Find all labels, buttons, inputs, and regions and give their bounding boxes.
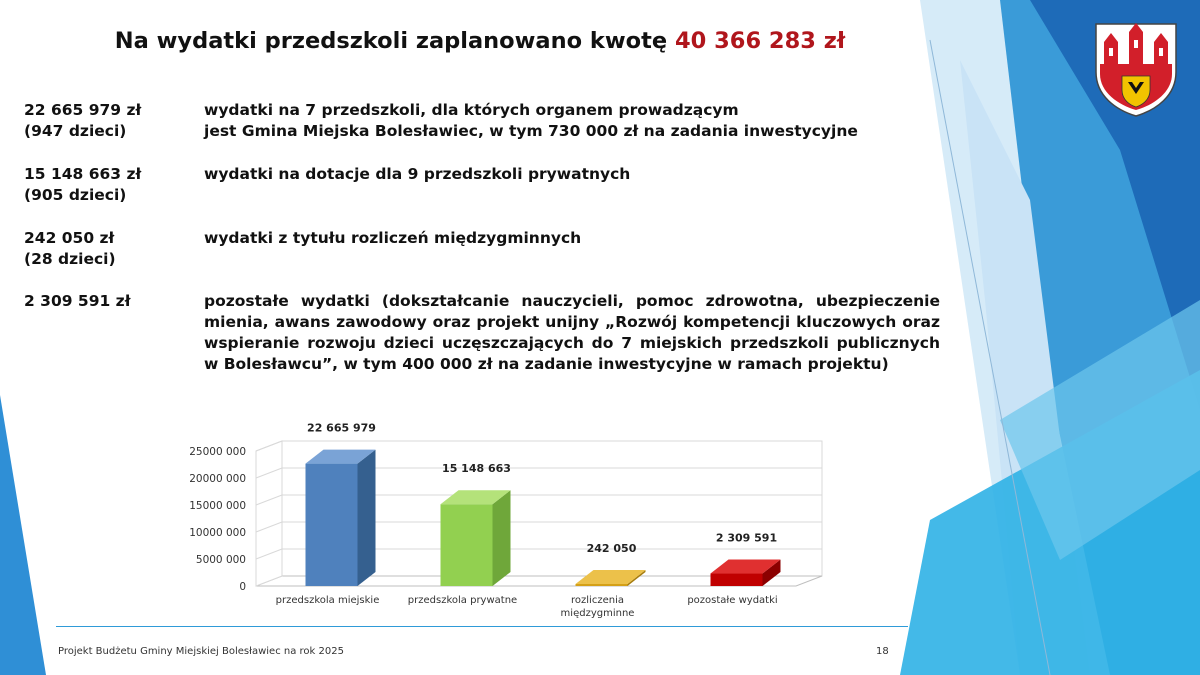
item-description — [204, 228, 940, 249]
item-children: (28 dzieci) — [24, 250, 116, 268]
bar — [441, 504, 493, 586]
page-number: 18 — [876, 646, 889, 657]
item-amount-block — [24, 228, 199, 270]
bar — [711, 574, 763, 586]
item-amount: 15 148 663 zł — [24, 165, 142, 183]
item-description-line: wydatki na dotacje dla 9 przedszkoli prywatnych — [204, 165, 631, 183]
left-corner-facet — [0, 395, 46, 675]
x-category-label: międzygminne — [560, 608, 635, 619]
item-description-line: wydatki na 7 przedszkoli, dla których organem prowadzącym — [204, 101, 739, 119]
item-children: (905 dzieci) — [24, 186, 127, 204]
title-amount: 40 366 283 zł — [674, 28, 846, 54]
item-description-line: jest Gmina Miejska Bolesławiec, w tym 730 000 zł na zadania inwestycyjne — [204, 122, 858, 140]
item-amount: 2 309 591 zł — [24, 292, 131, 310]
footer-divider — [56, 626, 908, 627]
city-coat-of-arms-icon — [1092, 20, 1180, 118]
bar-data-label: 15 148 663 — [442, 462, 511, 476]
x-category-label: pozostałe wydatki — [687, 595, 778, 606]
x-category-label: przedszkola miejskie — [275, 595, 380, 606]
bar — [576, 584, 628, 586]
y-tick-label: 5000 000 — [195, 554, 246, 566]
item-amount-block — [24, 100, 199, 142]
item-description: pozostałe wydatki (dokształcanie nauczycieli, pomoc zdrowotna, ubezpieczenie mienia, awans zawodowy oraz projekt unijny „Rozwój kompetencji kluczowych oraz wspieranie rozwoju dzieci uczęszczających do 7 miejskich przedszkoli publicznych w Bolesławcu”, w tym 400 000 zł na zadanie inwestycyjne w ramach projektu) — [204, 292, 940, 373]
footer-text: Projekt Budżetu Gminy Miejskiej Bolesławiec na rok 2025 — [58, 646, 344, 657]
bar-data-label: 242 050 — [586, 542, 637, 555]
y-tick-label: 20000 000 — [189, 473, 246, 485]
item-amount-block — [24, 164, 199, 206]
expenses-bar-chart — [170, 405, 850, 625]
bar-side — [493, 490, 511, 586]
bar-data-label: 2 309 591 — [715, 531, 778, 545]
bar — [306, 464, 358, 586]
x-category-label: rozliczenia — [571, 595, 624, 606]
bar-data-label: 22 665 979 — [307, 421, 376, 435]
item-description-line: wydatki z tytułu rozliczeń międzygminnych — [204, 229, 582, 247]
bar-side — [358, 450, 376, 586]
chart-side-wall — [256, 441, 282, 586]
y-tick-label: 0 — [239, 581, 246, 593]
y-tick-label: 15000 000 — [189, 500, 246, 512]
slide-title — [0, 28, 960, 54]
item-amount: 22 665 979 zł — [24, 101, 142, 119]
item-amount: 242 050 zł — [24, 229, 115, 247]
item-description — [204, 164, 940, 185]
x-category-label: przedszkola prywatne — [407, 595, 518, 606]
title-prefix: Na wydatki przedszkoli zaplanowano kwotę — [114, 28, 668, 54]
item-description — [204, 100, 940, 142]
y-tick-label: 10000 000 — [189, 527, 246, 539]
item-amount-block — [24, 291, 199, 312]
y-tick-label: 25000 000 — [189, 446, 246, 458]
item-children: (947 dzieci) — [24, 122, 127, 140]
